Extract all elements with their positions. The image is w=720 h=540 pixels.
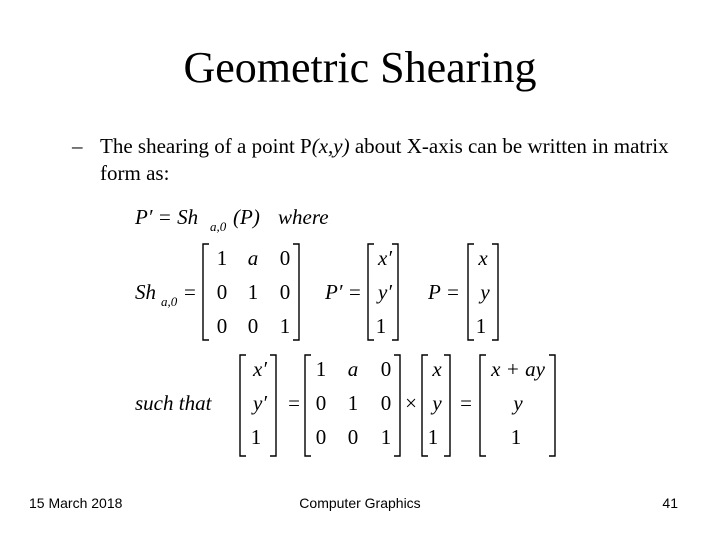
sh-subscript: a,0: [161, 294, 178, 309]
result-cell: x + ay: [491, 357, 545, 381]
mid-matrix-cell: 0: [315, 425, 327, 449]
footer-date: 15 March 2018: [29, 495, 123, 511]
result-right-bracket: [549, 355, 555, 456]
pprime-vector: [376, 246, 393, 338]
sh-matrix-left-bracket: [203, 244, 209, 340]
footer-page-number: 41: [662, 495, 678, 511]
pprime-right-bracket: [392, 244, 398, 340]
eq1-rhs: (P): [233, 205, 260, 229]
pprime-cell: y′: [378, 280, 392, 304]
sh-matrix-cell: a: [247, 246, 259, 270]
mid-matrix: [316, 357, 392, 449]
pprime-left-bracket: [368, 244, 374, 340]
mid-matrix-cell: 1: [380, 425, 392, 449]
equals-sign: =: [288, 391, 300, 415]
in-vector: [428, 357, 443, 449]
lhs-left-bracket: [240, 355, 246, 456]
times-sign: ×: [405, 391, 417, 415]
p-cell: x: [478, 246, 488, 270]
sh-matrix-cell: 1: [216, 246, 228, 270]
p-cell: 1: [475, 314, 487, 338]
bullet-dash: –: [72, 134, 83, 158]
sh-label: Sh: [135, 280, 156, 304]
sh-matrix-cell: 1: [247, 280, 259, 304]
p-right-bracket: [492, 244, 498, 340]
footer-course: Computer Graphics: [299, 495, 421, 511]
lhs-cell: 1: [250, 425, 262, 449]
pprime-label: P′ =: [325, 280, 362, 304]
sh-matrix-cell: 0: [216, 280, 228, 304]
eq1-where: where: [278, 205, 329, 229]
bullet-variable: (x,y): [311, 134, 350, 158]
p-cell: y: [480, 280, 490, 304]
mid-matrix-cell: 1: [347, 391, 359, 415]
mid-matrix-cell: 0: [315, 391, 327, 415]
sh-matrix-cell: 1: [279, 314, 291, 338]
lhs-vector: [251, 357, 268, 449]
result-cell: y: [513, 391, 523, 415]
in-vector-cell: y: [432, 391, 442, 415]
p-label: P =: [428, 280, 460, 304]
mid-matrix-cell: 0: [380, 391, 392, 415]
sh-matrix-cell: 0: [247, 314, 259, 338]
lhs-cell: y′: [253, 391, 267, 415]
eq1-lhs: P′ = Sh: [135, 205, 199, 229]
sh-matrix-cell: 0: [279, 246, 291, 270]
in-vector-cell: 1: [427, 425, 439, 449]
pprime-cell: x′: [378, 246, 392, 270]
sh-matrix-cell: 0: [216, 314, 228, 338]
lhs-right-bracket: [270, 355, 276, 456]
equals-sign-2: =: [460, 391, 472, 415]
mid-matrix-left-bracket: [305, 355, 311, 456]
bullet-text-part1: The shearing of a point P: [100, 134, 312, 158]
mid-matrix-right-bracket: [394, 355, 400, 456]
sh-matrix-cell: 0: [279, 280, 291, 304]
p-left-bracket: [468, 244, 474, 340]
in-vector-cell: x: [432, 357, 442, 381]
such-that-label: such that: [135, 391, 212, 415]
pprime-cell: 1: [375, 314, 387, 338]
mid-matrix-cell: 1: [315, 357, 327, 381]
bullet-text-part2: about X-axis can be written in matrix form as:: [100, 134, 669, 185]
slide-title: Geometric Shearing: [183, 43, 537, 92]
p-vector: [476, 246, 491, 338]
in-vector-right-bracket: [444, 355, 450, 456]
sh-equals: =: [184, 280, 196, 304]
eq1-subscript: a,0: [210, 219, 227, 234]
lhs-cell: x′: [253, 357, 267, 381]
result-vector: [490, 357, 545, 449]
mid-matrix-cell: 0: [347, 425, 359, 449]
result-left-bracket: [480, 355, 486, 456]
mid-matrix-cell: a: [347, 357, 359, 381]
sh-matrix: [217, 246, 291, 338]
sh-matrix-right-bracket: [293, 244, 299, 340]
result-cell: 1: [510, 425, 522, 449]
mid-matrix-cell: 0: [380, 357, 392, 381]
